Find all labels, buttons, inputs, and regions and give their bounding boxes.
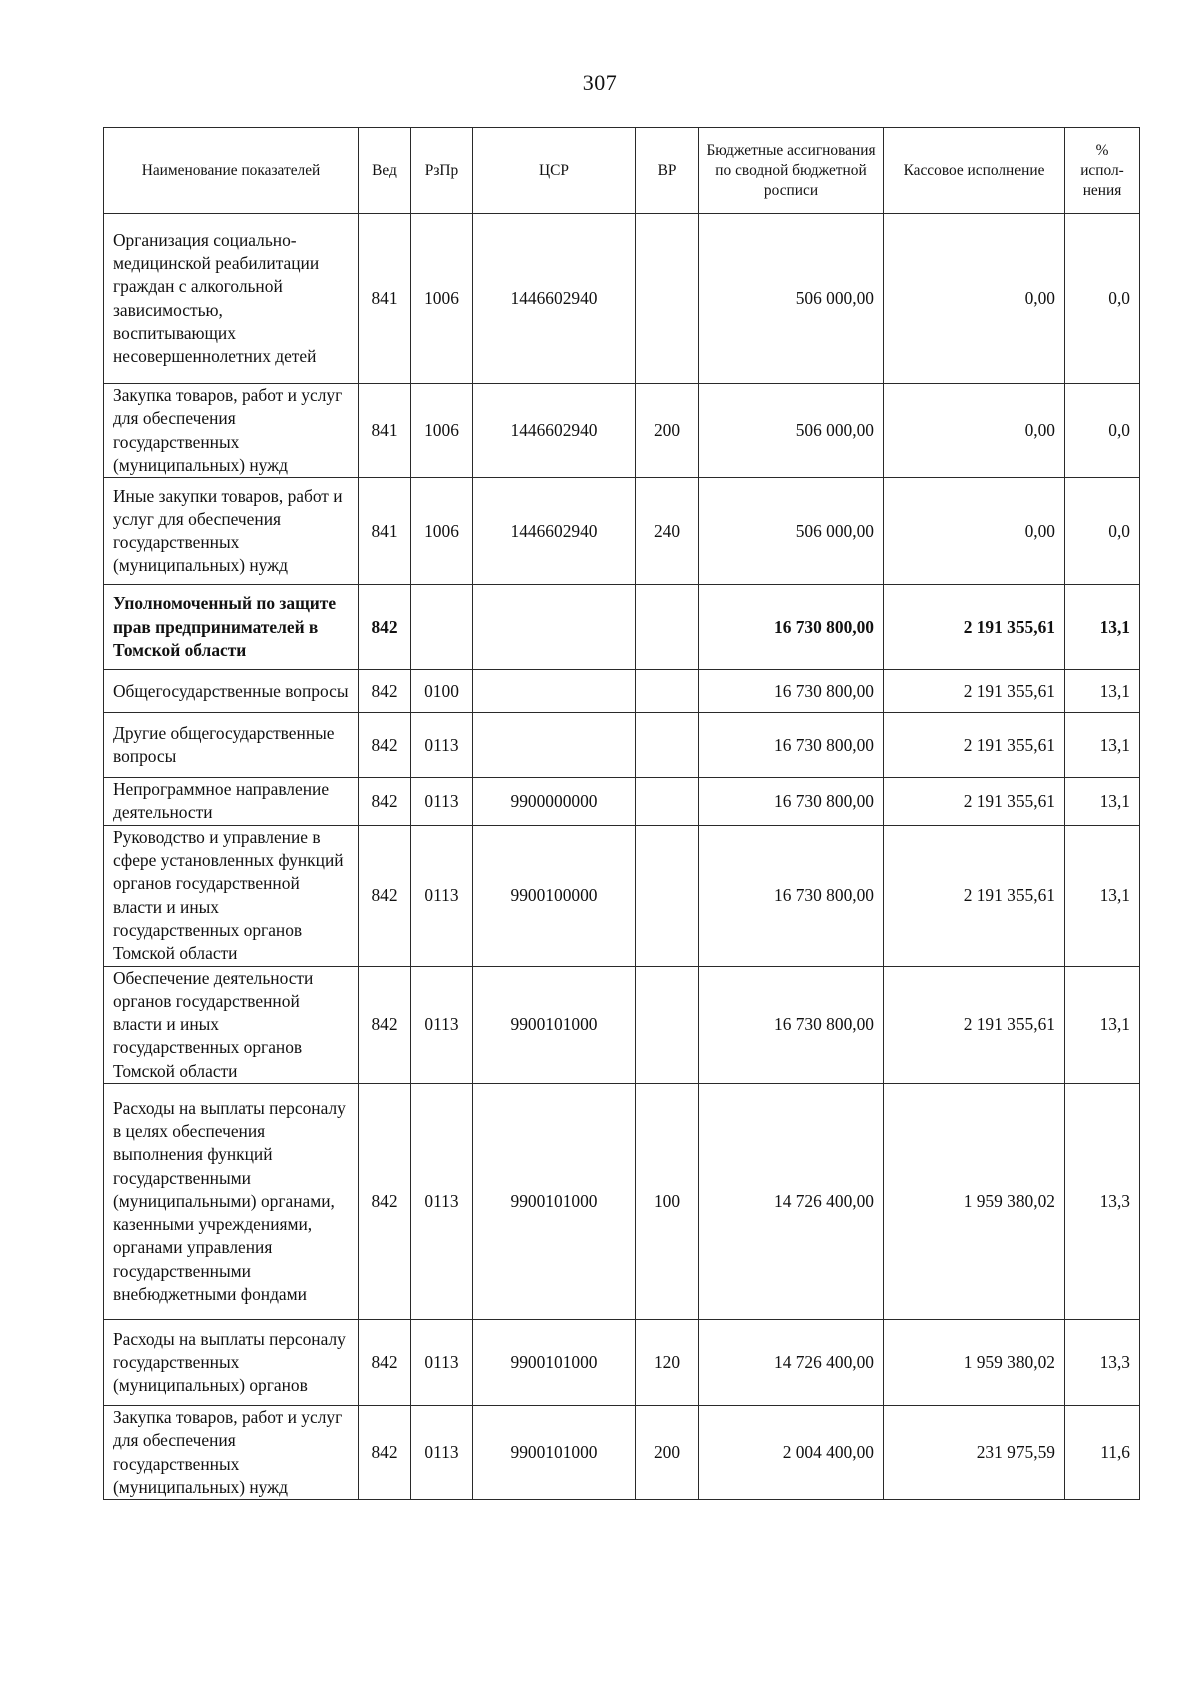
row-name-cell: Уполномоченный по защите прав предпринимателей в Томской области	[104, 585, 359, 670]
row-name-cell: Обеспечение деятельности органов государственной власти и иных государственных органов Томской области	[104, 966, 359, 1083]
row-vr-cell	[636, 778, 699, 826]
row-percent-cell: 13,1	[1065, 778, 1140, 826]
row-cash-cell: 1 959 380,02	[884, 1084, 1065, 1320]
row-percent-cell: 13,1	[1065, 670, 1140, 713]
row-percent-cell: 13,1	[1065, 585, 1140, 670]
row-vr-cell: 200	[636, 384, 699, 478]
row-cash-cell: 2 191 355,61	[884, 966, 1065, 1083]
row-percent-cell: 0,0	[1065, 478, 1140, 585]
header-percent-line3: нения	[1082, 181, 1122, 199]
row-name-cell: Расходы на выплаты персоналу государственных (муниципальных) органов	[104, 1320, 359, 1406]
table-body	[104, 214, 1140, 1500]
table-row	[104, 478, 1140, 585]
row-vr-cell: 200	[636, 1406, 699, 1500]
row-rzpr-cell: 0113	[411, 1320, 473, 1406]
table-row	[104, 1320, 1140, 1406]
row-vr-cell: 120	[636, 1320, 699, 1406]
row-csr-cell: 9900100000	[473, 825, 636, 966]
row-rzpr-cell: 0113	[411, 966, 473, 1083]
row-budget-cell: 16 730 800,00	[699, 966, 884, 1083]
row-rzpr-cell: 1006	[411, 384, 473, 478]
table-row	[104, 214, 1140, 384]
row-vr-cell: 240	[636, 478, 699, 585]
row-csr-cell: 9900101000	[473, 966, 636, 1083]
header-percent-line1: %	[1095, 141, 1109, 159]
row-name-cell: Организация социально-медицинской реабилитации граждан с алкогольной зависимостью, воспитывающих несовершеннолетних детей	[104, 214, 359, 384]
row-rzpr-cell: 1006	[411, 214, 473, 384]
row-cash-cell: 231 975,59	[884, 1406, 1065, 1500]
page-number: 307	[582, 70, 618, 95]
row-ved-cell: 842	[359, 670, 411, 713]
row-vr-cell	[636, 585, 699, 670]
row-rzpr-cell: 0113	[411, 1084, 473, 1320]
row-cash-cell: 2 191 355,61	[884, 670, 1065, 713]
row-rzpr-cell: 0100	[411, 670, 473, 713]
table-row	[104, 713, 1140, 778]
row-budget-cell: 506 000,00	[699, 214, 884, 384]
row-ved-cell: 842	[359, 1320, 411, 1406]
header-name: Наименование показателей	[104, 128, 359, 214]
table-row	[104, 825, 1140, 966]
row-vr-cell	[636, 966, 699, 1083]
row-vr-cell: 100	[636, 1084, 699, 1320]
row-cash-cell: 0,00	[884, 478, 1065, 585]
row-vr-cell	[636, 713, 699, 778]
table-row	[104, 384, 1140, 478]
header-percent	[1065, 128, 1140, 214]
row-csr-cell: 1446602940	[473, 478, 636, 585]
row-name-cell: Закупка товаров, работ и услуг для обеспечения государственных (муниципальных) нужд	[104, 1406, 359, 1500]
row-vr-cell	[636, 670, 699, 713]
row-ved-cell: 841	[359, 214, 411, 384]
row-ved-cell: 842	[359, 1084, 411, 1320]
row-rzpr-cell: 0113	[411, 825, 473, 966]
row-budget-cell: 16 730 800,00	[699, 825, 884, 966]
row-csr-cell: 9900101000	[473, 1084, 636, 1320]
table-row	[104, 1084, 1140, 1320]
row-rzpr-cell: 0113	[411, 1406, 473, 1500]
row-ved-cell: 841	[359, 384, 411, 478]
row-percent-cell: 13,3	[1065, 1320, 1140, 1406]
row-name-cell: Руководство и управление в сфере установленных функций органов государственной власти и иных государственных органов Томской области	[104, 825, 359, 966]
row-ved-cell: 842	[359, 585, 411, 670]
row-vr-cell	[636, 214, 699, 384]
row-cash-cell: 0,00	[884, 384, 1065, 478]
row-cash-cell: 2 191 355,61	[884, 825, 1065, 966]
row-csr-cell	[473, 585, 636, 670]
row-percent-cell: 11,6	[1065, 1406, 1140, 1500]
row-percent-cell: 13,1	[1065, 825, 1140, 966]
row-rzpr-cell: 1006	[411, 478, 473, 585]
row-percent-cell: 13,1	[1065, 713, 1140, 778]
row-name-cell: Закупка товаров, работ и услуг для обеспечения государственных (муниципальных) нужд	[104, 384, 359, 478]
row-ved-cell: 842	[359, 966, 411, 1083]
row-budget-cell: 2 004 400,00	[699, 1406, 884, 1500]
header-vr: ВР	[636, 128, 699, 214]
row-name-cell: Общегосударственные вопросы	[104, 670, 359, 713]
row-csr-cell: 9900101000	[473, 1406, 636, 1500]
row-rzpr-cell	[411, 585, 473, 670]
row-budget-cell: 506 000,00	[699, 384, 884, 478]
row-csr-cell: 9900101000	[473, 1320, 636, 1406]
row-name-cell: Другие общегосударственные вопросы	[104, 713, 359, 778]
row-ved-cell: 842	[359, 825, 411, 966]
header-percent-line2: испол-	[1080, 161, 1124, 179]
row-csr-cell: 1446602940	[473, 384, 636, 478]
row-rzpr-cell: 0113	[411, 713, 473, 778]
row-cash-cell: 1 959 380,02	[884, 1320, 1065, 1406]
row-percent-cell: 0,0	[1065, 214, 1140, 384]
header-budget: Бюджетные ассигнования по сводной бюджетной росписи	[699, 128, 884, 214]
row-budget-cell: 16 730 800,00	[699, 778, 884, 826]
row-ved-cell: 841	[359, 478, 411, 585]
table-row	[104, 670, 1140, 713]
row-csr-cell: 1446602940	[473, 214, 636, 384]
table-header-row	[104, 128, 1140, 214]
table-row	[104, 966, 1140, 1083]
row-budget-cell: 14 726 400,00	[699, 1320, 884, 1406]
table-row	[104, 778, 1140, 826]
row-budget-cell: 16 730 800,00	[699, 670, 884, 713]
row-ved-cell: 842	[359, 713, 411, 778]
row-percent-cell: 0,0	[1065, 384, 1140, 478]
row-ved-cell: 842	[359, 1406, 411, 1500]
row-budget-cell: 506 000,00	[699, 478, 884, 585]
row-name-cell: Расходы на выплаты персоналу в целях обеспечения выполнения функций государственными (муниципальными) органами, казенными учреждениями, органами управления государственными внебюджетными фондами	[104, 1084, 359, 1320]
row-percent-cell: 13,3	[1065, 1084, 1140, 1320]
row-budget-cell: 16 730 800,00	[699, 713, 884, 778]
table-row	[104, 1406, 1140, 1500]
header-cash: Кассовое исполнение	[884, 128, 1065, 214]
header-rzpr: РзПр	[411, 128, 473, 214]
row-cash-cell: 2 191 355,61	[884, 713, 1065, 778]
row-csr-cell	[473, 713, 636, 778]
row-csr-cell	[473, 670, 636, 713]
row-vr-cell	[636, 825, 699, 966]
row-rzpr-cell: 0113	[411, 778, 473, 826]
row-cash-cell: 2 191 355,61	[884, 585, 1065, 670]
table-row	[104, 585, 1140, 670]
budget-execution-table	[103, 127, 1140, 1500]
row-percent-cell: 13,1	[1065, 966, 1140, 1083]
row-cash-cell: 2 191 355,61	[884, 778, 1065, 826]
row-budget-cell: 16 730 800,00	[699, 585, 884, 670]
header-csr: ЦСР	[473, 128, 636, 214]
row-name-cell: Иные закупки товаров, работ и услуг для обеспечения государственных (муниципальных) нужд	[104, 478, 359, 585]
row-ved-cell: 842	[359, 778, 411, 826]
row-budget-cell: 14 726 400,00	[699, 1084, 884, 1320]
row-name-cell: Непрограммное направление деятельности	[104, 778, 359, 826]
row-cash-cell: 0,00	[884, 214, 1065, 384]
header-ved: Вед	[359, 128, 411, 214]
row-csr-cell: 9900000000	[473, 778, 636, 826]
